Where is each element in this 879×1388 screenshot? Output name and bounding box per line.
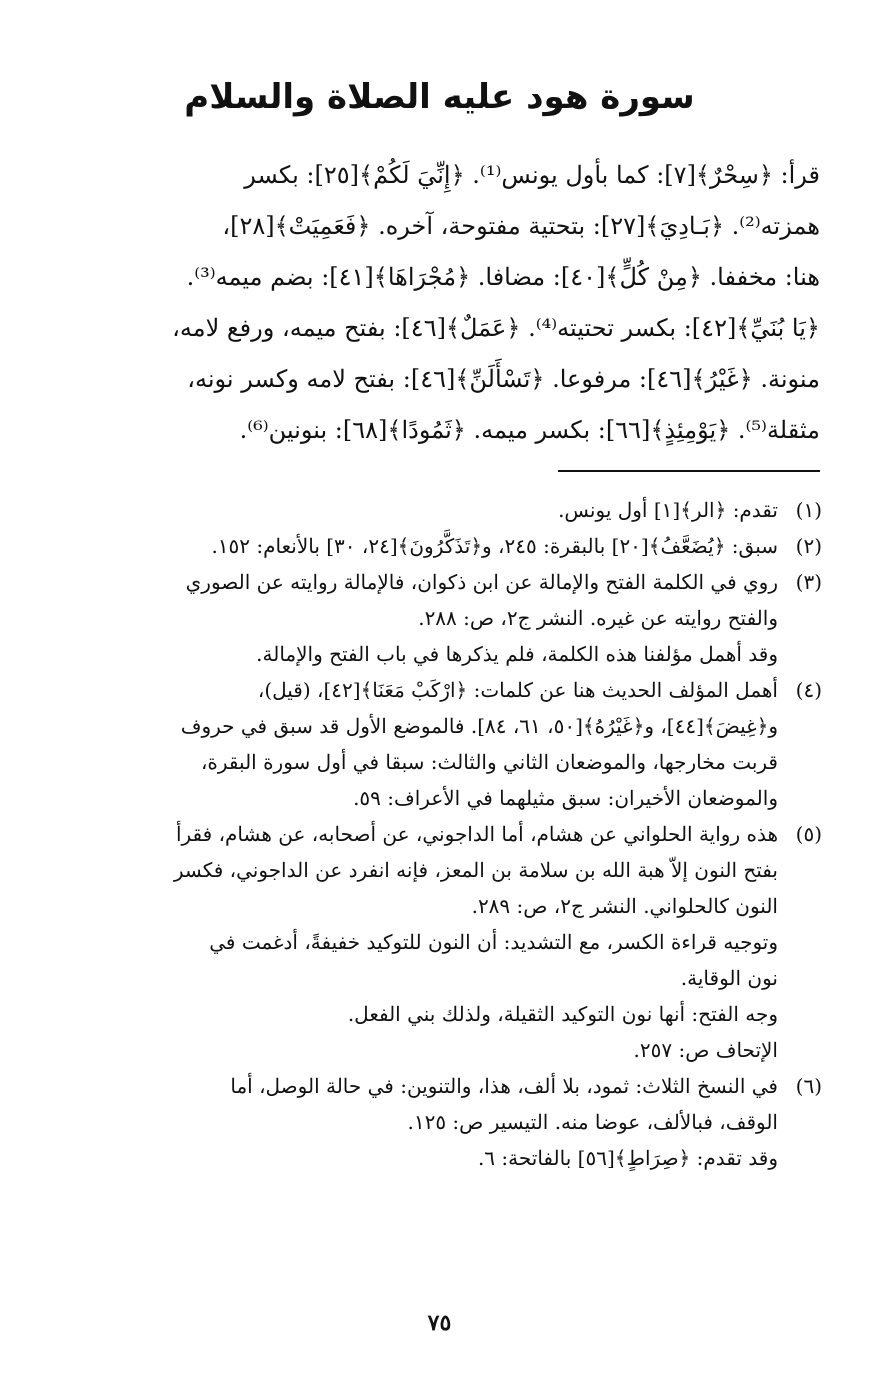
surah-title: سورة هود عليه الصلاة والسلام xyxy=(184,77,695,117)
footnote-line: وجه الفتح: أنها نون التوكيد الثقيلة، ولذلك بني الفعل. xyxy=(347,1002,778,1026)
footnote-line: الإتحاف ص: ٢٥٧. xyxy=(633,1038,778,1062)
main-line: هنا: مخففا. ﴿مِنْ كُلٍّ﴾[٤٠]: مضافا. ﴿مُجْرَاهَا﴾[٤١]: بضم ميمه⁽³⁾. xyxy=(186,263,820,291)
footnote-line: أهمل المؤلف الحديث هنا عن كلمات: ﴿ارْكَبْ مَعَنَا﴾[٤٢]، (قيل)، xyxy=(257,678,778,702)
main-line: منونة. ﴿غَيْرُ﴾[٤٦]: مرفوعا. ﴿تَسْأَلَنِّ﴾[٤٦]: بفتح لامه وكسر نونه، xyxy=(187,365,820,393)
footnote-line: قربت مخارجها، والموضعان الثاني والثالث: سبقا في أول سورة البقرة، xyxy=(200,750,778,774)
footnote-label: (٢) xyxy=(795,534,822,558)
footnote-6 xyxy=(100,1068,822,1176)
main-line: همزته⁽²⁾. ﴿بَـادِيَ﴾[٢٧]: بتحتية مفتوحة، آخره. ﴿فَعَمِيَتْ﴾[٢٨]، xyxy=(222,212,820,240)
footnote-line: تقدم: ﴿الر﴾[١] أول يونس. xyxy=(558,498,778,522)
footnote-line: و﴿غِيضَ﴾[٤٤]، و﴿غَيْرُهُ﴾[٥٠، ٦١، ٨٤]. فالموضع الأول قد سبق في حروف xyxy=(180,714,778,738)
footnote-line: سبق: ﴿يُضَعَّفُ﴾[٢٠] بالبقرة: ٢٤٥، و﴿تَذَكَّرُونَ﴾[٢٤، ٣٠] بالأنعام: ١٥٢. xyxy=(211,534,778,558)
main-text xyxy=(105,150,820,456)
main-line: مثقلة⁽⁵⁾. ﴿يَوْمِئِذٍ﴾[٦٦]: بكسر ميمه. ﴿ثَمُودًا﴾[٦٨]: بنونين⁽⁶⁾. xyxy=(239,416,820,444)
footnote-line: والموضعان الأخيران: سبق مثيلهما في الأعراف: ٥٩. xyxy=(353,786,778,810)
footnote-4 xyxy=(100,672,822,816)
footnote-line: والفتح روايته عن غيره. النشر ج٢، ص: ٢٨٨. xyxy=(418,606,778,630)
footnote-line: وقد أهمل مؤلفنا هذه الكلمة، فلم يذكرها في باب الفتح والإمالة. xyxy=(256,642,778,666)
footnote-1 xyxy=(100,492,822,528)
footnote-line: في النسخ الثلاث: ثمود، بلا ألف، هذا، والتنوين: في حالة الوصل، أما xyxy=(230,1074,778,1098)
footnote-line: النون كالحلواني. النشر ج٢، ص: ٢٨٩. xyxy=(471,894,778,918)
footnote-label: (٦) xyxy=(795,1074,822,1098)
footnote-label: (٤) xyxy=(795,678,822,702)
footnote-line: روي في الكلمة الفتح والإمالة عن ابن ذكوان، فالإمالة روايته عن الصوري xyxy=(185,570,778,594)
footnote-line: وقد تقدم: ﴿صِرَاطٍ﴾[٥٦] بالفاتحة: ٦. xyxy=(477,1146,778,1170)
main-line: ﴿يَا بُنَيِّ﴾[٤٢]: بكسر تحتيته⁽⁴⁾. ﴿عَمَلٌ﴾[٤٦]: بفتح ميمه، ورفع لامه، xyxy=(172,314,820,342)
footnote-line: هذه رواية الحلواني عن هشام، أما الداجوني، عن أصحابه، عن هشام، فقرأ xyxy=(175,822,778,846)
main-line: قرأ: ﴿سِحْرٌ﴾[٧]: كما بأول يونس⁽¹⁾. ﴿إِنِّيَ لَكُمْ﴾[٢٥]: بكسر xyxy=(244,161,820,189)
footnote-3 xyxy=(100,564,822,672)
footnotes xyxy=(100,492,822,1176)
page-number: ٧٥ xyxy=(427,1310,452,1336)
footnote-label: (٣) xyxy=(795,570,822,594)
footnote-line: الوقف، فبالألف، عوضا منه. التيسير ص: ١٢٥. xyxy=(407,1110,778,1134)
footnote-line: وتوجيه قراءة الكسر، مع التشديد: أن النون للتوكيد خفيفةً، أدغمت في xyxy=(209,930,778,954)
footnote-label: (١) xyxy=(795,498,822,522)
footnote-2 xyxy=(100,528,822,564)
footnote-line: بفتح النون إلاّ هبة الله بن سلامة بن المعز، فإنه انفرد عن الداجوني، فكسر xyxy=(173,858,778,882)
footnote-divider xyxy=(558,470,820,472)
footnote-label: (٥) xyxy=(795,822,822,846)
footnote-line: نون الوقاية. xyxy=(680,966,778,990)
footnote-5 xyxy=(100,816,822,1068)
